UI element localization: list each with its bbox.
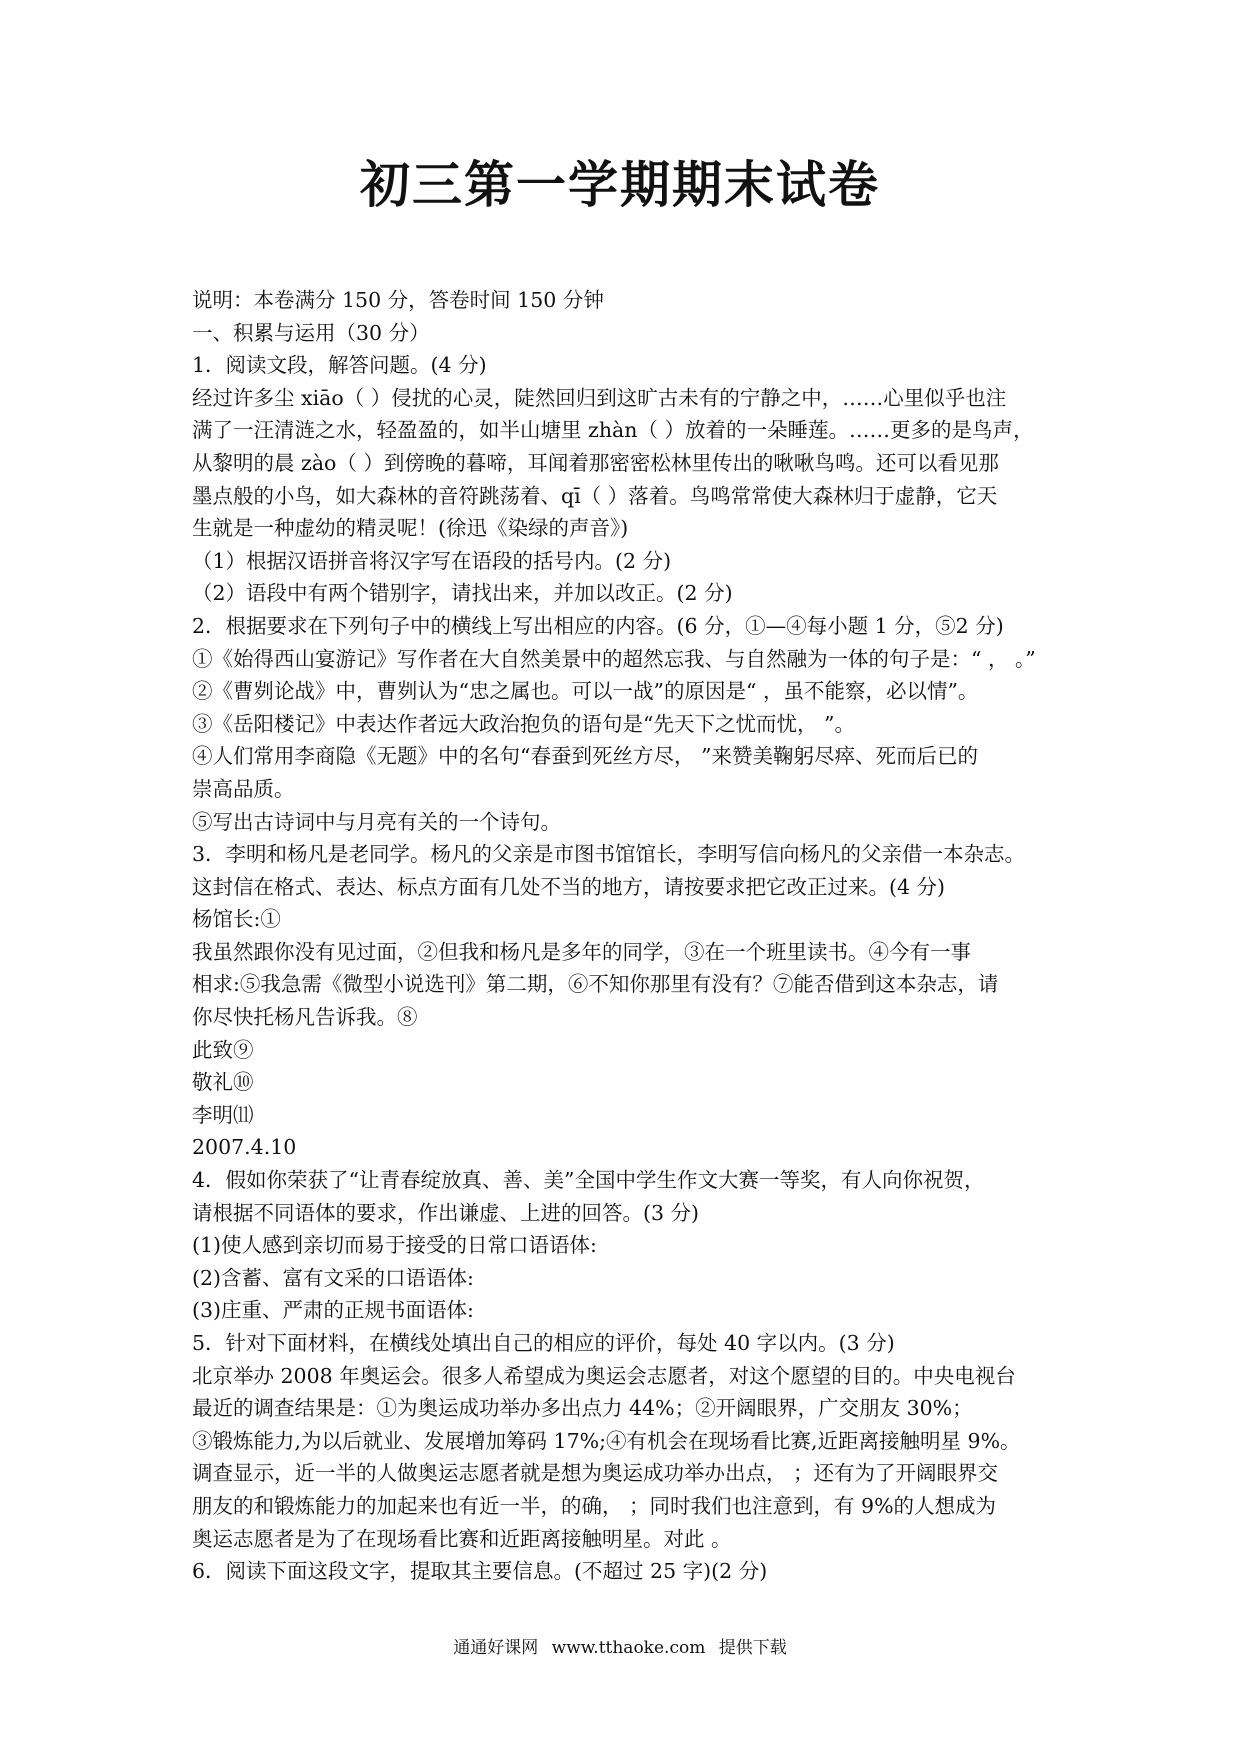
text-line: 调查显示，近一半的人做奥运志愿者就是想为奥运成功举办出点， ；还有为了开阔眼界交 bbox=[192, 1461, 999, 1486]
text-line: (1)使人感到亲切而易于接受的日常口语语体: bbox=[192, 1233, 597, 1258]
text-line: 敬礼⑩ bbox=[192, 1070, 254, 1095]
text-line: 从黎明的晨 zào（ ）到傍晚的暮啼，耳闻着那密密松林里传出的啾啾鸟鸣。还可以看见那 bbox=[192, 450, 999, 475]
text-line: 崇高品质。 bbox=[192, 776, 295, 801]
text-line: 北京举办 2008 年奥运会。很多人希望成为奥运会志愿者，对这个愿望的目的。中央电视台 bbox=[192, 1363, 1016, 1388]
text-line: （1）根据汉语拼音将汉字写在语段的括号内。(2 分) bbox=[192, 548, 672, 573]
text-line: 奥运志愿者是为了在现场看比赛和近距离接触明星。对此 。 bbox=[192, 1526, 732, 1551]
text-line: 6．阅读下面这段文字，提取其主要信息。(不超过 25 字)(2 分) bbox=[192, 1559, 768, 1584]
text-line: （2）语段中有两个错别字，请找出来，并加以改正。(2 分) bbox=[192, 581, 733, 606]
text-line: ⑤写出古诗词中与月亮有关的一个诗句。 bbox=[192, 809, 561, 834]
text-line: 杨馆长:① bbox=[192, 907, 281, 932]
text-line: 生就是一种虚幼的精灵呢！(徐迅《染绿的声音》) bbox=[192, 516, 629, 541]
text-line: 请根据不同语体的要求，作出谦虚、上进的回答。(3 分) bbox=[192, 1200, 700, 1225]
text-line: ③《岳阳楼记》中表达作者远大政治抱负的语句是“先天下之忧而忧， ”。 bbox=[192, 711, 855, 736]
text-line: 此致⑨ bbox=[192, 1037, 254, 1062]
text-line: 2007.4.10 bbox=[192, 1135, 297, 1160]
text-line: ③锻炼能力,为以后就业、发展增加筹码 17%;④有机会在现场看比赛,近距离接触明星 9%。 bbox=[192, 1428, 1021, 1453]
footer-url: www.tthaoke.com bbox=[551, 1638, 706, 1658]
text-line: 4．假如你荣获了“让青春绽放真、善、美”全国中学生作文大赛一等奖，有人向你祝贺， bbox=[192, 1168, 985, 1193]
text-line: 2．根据要求在下列句子中的横线上写出相应的内容。(6 分，①—④每小题 1 分，⑤2 分) bbox=[192, 613, 1004, 638]
exam-body bbox=[192, 284, 1072, 1588]
text-line: (2)含蓄、富有文采的口语语体: bbox=[192, 1265, 474, 1290]
text-line: ④人们常用李商隐《无题》中的名句“春蚕到死丝方尽， ”来赞美鞠躬尽瘁、死而后已的 bbox=[192, 744, 978, 769]
text-line: 我虽然跟你没有见过面，②但我和杨凡是多年的同学，③在一个班里读书。④今有一事 bbox=[192, 939, 971, 964]
text-line: (3)庄重、严肃的正规书面语体: bbox=[192, 1298, 474, 1323]
text-line: 1．阅读文段，解答问题。(4 分) bbox=[192, 353, 487, 378]
text-line: 李明⑾ bbox=[192, 1102, 254, 1127]
text-line: ①《始得西山宴游记》写作者在大自然美景中的超然忘我、与自然融为一体的句子是：“ ， 。” bbox=[192, 646, 1036, 671]
text-line: 经过许多尘 xiāo（ ）侵扰的心灵，陡然回归到这旷古未有的宁静之中，……心里似乎也注 bbox=[192, 385, 1007, 410]
text-line: 你尽快托杨凡告诉我。⑧ bbox=[192, 1005, 418, 1030]
text-line: ②《曹刿论战》中，曹刿认为“忠之属也。可以一战”的原因是“ ，虽不能察，必以情”。 bbox=[192, 679, 979, 704]
text-line: 5．针对下面材料，在横线处填出自己的相应的评价，每处 40 字以内。(3 分) bbox=[192, 1331, 895, 1355]
text-line: 墨点般的小鸟，如大森林的音符跳荡着、qī（ ）落着。鸟鸣常常使大森林归于虚静，它天 bbox=[192, 483, 998, 508]
text-line: 最近的调查结果是：①为奥运成功举办多出点力 44%；②开阔眼界，广交朋友 30%； bbox=[192, 1396, 973, 1421]
text-line: 3．李明和杨凡是老同学。杨凡的父亲是市图书馆馆长，李明写信向杨凡的父亲借一本杂志。 bbox=[192, 842, 1026, 867]
footer-suffix: 提供下载 bbox=[718, 1638, 787, 1658]
text-line: 说明：本卷满分 150 分，答卷时间 150 分钟 bbox=[192, 288, 604, 312]
page-title: 初三第一学期期末试卷 bbox=[360, 155, 880, 214]
text-line: 满了一汪清涟之水，轻盈盈的，如半山塘里 zhàn（ ）放着的一朵睡莲。……更多的是鸟声， bbox=[192, 418, 1034, 443]
footer-site-name: 通通好课网 bbox=[453, 1638, 539, 1658]
text-line: 这封信在格式、表达、标点方面有几处不当的地方，请按要求把它改正过来。(4 分) bbox=[192, 874, 946, 899]
text-line: 一、积累与运用（30 分） bbox=[192, 320, 430, 345]
page-footer bbox=[0, 1636, 1240, 1660]
text-line: 朋友的和锻炼能力的加起来也有近一半，的确， ；同时我们也注意到，有 9%的人想成为 bbox=[192, 1493, 997, 1518]
text-line: 相求:⑤我急需《微型小说选刊》第二期，⑥不知你那里有没有？⑦能否借到这本杂志，请 bbox=[192, 972, 999, 997]
